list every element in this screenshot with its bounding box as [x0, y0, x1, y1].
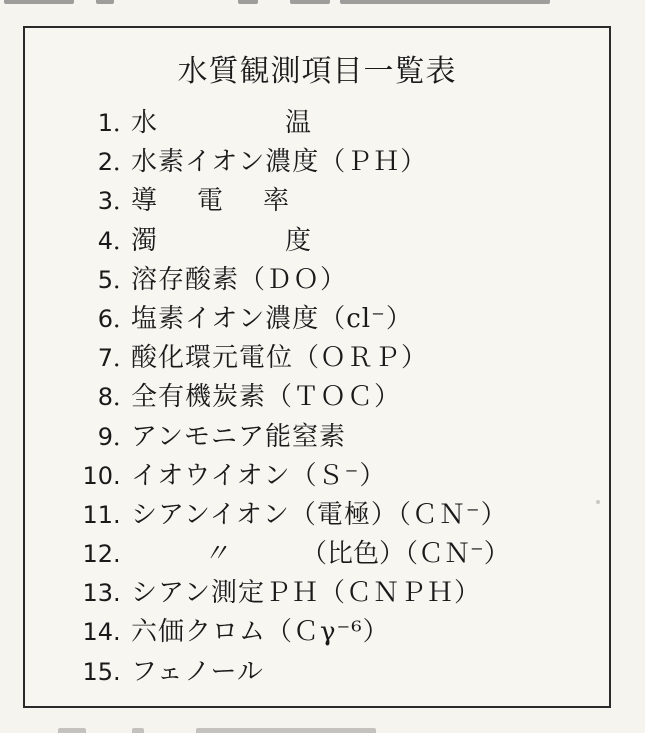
item-number: 5	[97, 265, 113, 294]
item-separator: ．	[113, 344, 137, 373]
list-item	[61, 222, 510, 261]
item-number: 14	[82, 618, 113, 647]
item-number: 11	[82, 500, 113, 529]
item-separator: .	[113, 540, 121, 569]
item-number: 15	[82, 657, 113, 686]
item-separator: ．	[113, 226, 137, 255]
list-item	[61, 574, 510, 613]
item-number: 10	[82, 461, 113, 490]
observation-items-table	[23, 26, 611, 708]
item-number: 8	[97, 383, 113, 412]
item-text: フェノール	[131, 656, 264, 687]
item-number: 13	[82, 579, 113, 608]
item-text: 溶存酸素（ＤＯ）	[131, 264, 348, 295]
item-separator: ．	[113, 109, 137, 137]
item-text: アンモニア能窒素	[131, 421, 346, 452]
item-text: 導電率	[131, 186, 330, 217]
list-item	[61, 104, 510, 143]
scan-artifact-bottom	[0, 722, 645, 733]
list-item	[61, 457, 510, 496]
item-separator: ．	[113, 422, 137, 451]
list-item	[61, 535, 510, 574]
item-number: 9	[97, 422, 113, 451]
list-item	[61, 339, 510, 378]
item-separator: ．	[113, 304, 137, 333]
scan-artifact-top	[0, 0, 645, 14]
item-text: 水素イオン濃度（ＰＨ）	[131, 147, 428, 178]
item-number: 7	[97, 344, 113, 373]
item-number: 3	[97, 187, 113, 216]
item-number: 2	[97, 148, 113, 177]
list-item	[61, 496, 510, 535]
ditto-mark: 〃	[202, 539, 229, 570]
item-separator: ．	[113, 265, 137, 294]
item-text: イオウイオン（Ｓ⁻）	[131, 460, 387, 491]
item-number: 4	[97, 226, 113, 255]
item-text: 六価クロム（Ｃγ⁻⁶）	[131, 617, 390, 648]
item-text: シアン測定ＰＨ（ＣＮＰＨ）	[131, 578, 481, 609]
item-text: 酸化環元電位（ＯＲＰ）	[131, 343, 429, 374]
item-text: シアンイオン（電極）（ＣＮ⁻）	[131, 499, 508, 530]
item-separator: ．	[113, 148, 137, 177]
item-separator: .	[113, 461, 121, 490]
item-separator: .	[113, 500, 121, 529]
item-number: 6	[97, 304, 113, 333]
item-number: 1	[97, 109, 113, 137]
list-item	[61, 653, 510, 692]
scan-speck	[596, 500, 600, 504]
item-separator: .	[113, 657, 121, 686]
item-text: 塩素イオン濃度（cl⁻）	[131, 303, 413, 334]
list-item	[61, 261, 510, 300]
item-text: 水温	[131, 108, 440, 138]
item-separator: .	[113, 579, 121, 608]
list-item	[61, 378, 510, 417]
item-text: 全有機炭素（ＴＯＣ）	[131, 382, 402, 413]
table-title: 水質観測項目一覧表	[177, 54, 457, 89]
list-item	[61, 613, 510, 652]
item-text: （比色）（ＣＮ⁻）	[301, 539, 510, 570]
item-number: 12	[82, 540, 113, 569]
item-text: 濁度	[131, 225, 440, 256]
item-separator: ．	[113, 187, 137, 216]
item-separator: .	[113, 618, 121, 647]
item-separator: ．	[113, 383, 137, 412]
list-item	[61, 143, 510, 182]
list-item	[61, 182, 510, 221]
list-item	[61, 300, 510, 339]
list-item	[61, 418, 510, 457]
item-list	[61, 104, 510, 692]
